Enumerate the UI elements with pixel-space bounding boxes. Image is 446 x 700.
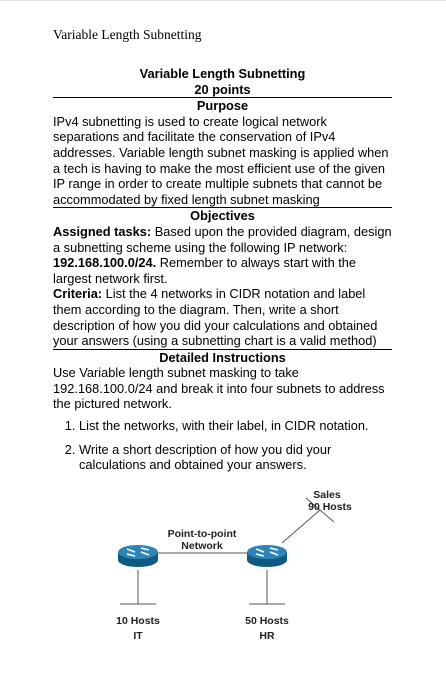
- sales-hosts-label: 90 Hosts: [308, 501, 352, 513]
- hr-label: HR: [259, 630, 275, 642]
- top-divider: [0, 0, 446, 1]
- document-body: [53, 66, 392, 481]
- p2p-label: Point-to-point: [167, 528, 237, 540]
- sales-link: [282, 510, 320, 543]
- purpose-heading: Purpose: [196, 98, 249, 114]
- detailed-heading: Detailed Instructions: [159, 349, 286, 365]
- criteria-text: List the 4 networks in CIDR notation and label them according to the diagram. Then, write a short description of how you did your calculations and obtained your answers (using a subnetting chart is a valid method): [53, 286, 378, 349]
- criteria-label: Criteria:: [53, 286, 103, 302]
- instructions-list: [53, 418, 392, 473]
- detailed-text: Use Variable length subnet masking to take 192.168.100.0/24 and break it into four subnets to address the pictured network.: [53, 365, 385, 412]
- it-hosts-label: 10 Hosts: [116, 615, 160, 627]
- doc-title: Variable Length Subnetting: [139, 66, 306, 81]
- instruction-item: 2. Write a short description of how you did your calculations and obtained your answers.: [79, 442, 392, 473]
- instruction-item: 1. List the networks, with their label, in CIDR notation.: [79, 418, 392, 434]
- router-icon: [118, 545, 158, 567]
- purpose-text: IPv4 subnetting is used to create logical network separations and facilitate the conservation of IPv4 addresses. Variable length subnet masking is applied when a tech is having to make the most efficient use of the given IP range in order to create multiple subnets that cannot be accommodated by fixed length subnet masking: [53, 114, 392, 209]
- p2p-network-label: Network: [181, 540, 223, 552]
- assigned-tasks-text: Based upon the provided diagram, design a subnetting scheme using the following IP network:: [53, 223, 392, 255]
- assigned-tasks-label: Assigned tasks:: [53, 223, 152, 239]
- sales-label: Sales: [313, 489, 341, 501]
- doc-points: 20 points: [53, 82, 392, 99]
- router-icon: [247, 545, 287, 567]
- objectives-heading: Objectives: [190, 208, 255, 224]
- network-address: 192.168.100.0/24.: [53, 255, 157, 271]
- it-label: IT: [133, 630, 143, 642]
- network-diagram: [0, 480, 446, 690]
- assigned-tasks-note: Remember to always start with the largest network first.: [53, 255, 357, 286]
- page-header: Variable Length Subnetting: [53, 27, 202, 42]
- assigned-tasks-paragraph: [53, 224, 392, 286]
- hr-hosts-label: 50 Hosts: [245, 615, 289, 627]
- criteria-paragraph: [53, 286, 392, 349]
